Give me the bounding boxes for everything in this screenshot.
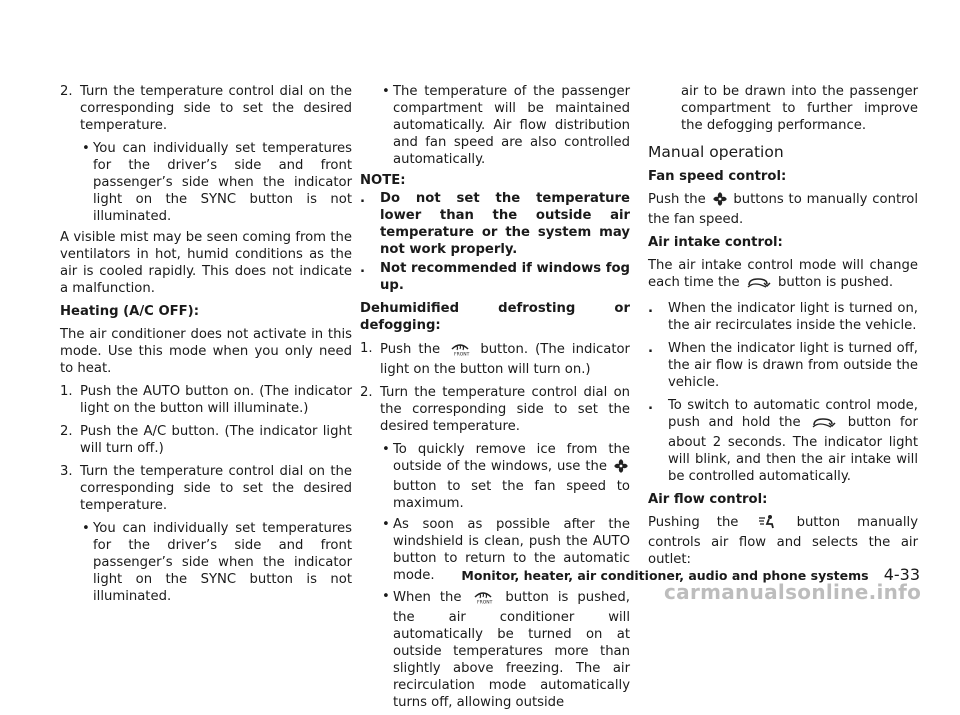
bullet-dot: .	[360, 261, 366, 276]
heating-step-1	[60, 383, 352, 417]
bullet-text-post: button to set the fan speed to maximum.	[393, 479, 630, 511]
bullet-text-post: button is pushed, the air conditioner will automatically be turned on at outside temperatures more than slightly above freezing. The air recirculation mode automatically turns off, allowing outside	[393, 590, 630, 710]
fan-icon	[713, 192, 727, 211]
air-flow-heading: Air flow control:	[648, 492, 768, 507]
intake-item-3	[648, 397, 918, 485]
step-2	[60, 83, 352, 134]
column-right	[648, 83, 918, 574]
step-text-pre: Push the	[380, 342, 441, 357]
bullet-dot: .	[648, 341, 654, 356]
text-pre: Pushing the	[648, 515, 739, 530]
step-text: Push the AUTO button on. (The indicator light on the button will illuminate.)	[80, 384, 352, 416]
item-text-post: button for about 2 seconds. The indicator light will blink, and then the air intake will be controlled automatically.	[668, 415, 918, 484]
intake-item-2	[648, 340, 918, 391]
bullet-text-pre: When the	[393, 590, 462, 605]
watermark: carmanualsonline.info	[664, 580, 922, 604]
note-text: Not recommended if windows fog up.	[380, 261, 630, 293]
bullet-text: You can individually set temperatures for the driver’s side and front passenger’s side when the indicator light on the SYNC button is not illuminated.	[93, 141, 352, 224]
step-text: Turn the temperature control dial on the corresponding side to set the desired temperature.	[80, 464, 352, 513]
step-number: 2.	[360, 385, 373, 400]
bullet-text: The temperature of the passenger compartment will be maintained automatically. Air flow distribution and fan speed are also controlled automatically.	[393, 84, 630, 167]
bullet-individual-temp	[80, 140, 352, 225]
defrost-step-2	[360, 384, 630, 435]
note-label: NOTE:	[360, 173, 406, 188]
bullet-remove-ice	[380, 441, 630, 512]
step-text: Turn the temperature control dial on the corresponding side to set the desired temperature.	[80, 84, 352, 133]
heating-paragraph: The air conditioner does not activate in this mode. Use this mode when you only need to heat.	[60, 327, 352, 376]
bullet-dot: •	[382, 517, 390, 532]
intake-item-1	[648, 300, 918, 334]
bullet-dot: •	[82, 521, 90, 536]
air-flow-paragraph	[648, 514, 918, 568]
bullet-dot: •	[382, 442, 390, 457]
svg-text:FRONT: FRONT	[454, 352, 470, 356]
svg-text:FRONT: FRONT	[477, 600, 493, 604]
step-number: 2.	[60, 424, 73, 439]
fan-speed-heading: Fan speed control:	[648, 169, 787, 184]
section-title: Monitor, heater, air conditioner, audio and phone systems	[461, 568, 869, 583]
manual-operation-heading: Manual operation	[648, 143, 784, 161]
air-intake-heading: Air intake control:	[648, 235, 783, 250]
bullet-individual-temp-2	[80, 520, 352, 605]
step-number: 1.	[60, 384, 73, 399]
step-text: Push the A/C button. (The indicator light will turn off.)	[80, 424, 352, 456]
recirculation-icon	[811, 416, 837, 434]
airflow-icon	[758, 514, 778, 534]
continued-text: air to be drawn into the passenger compartment to further improve the defogging performance.	[681, 84, 918, 133]
text-pre: The air intake control mode will change each time the	[648, 258, 918, 290]
text-post: button manually controls air flow and selects the air outlet:	[648, 515, 918, 567]
text-pre: Push the	[648, 192, 706, 207]
bullet-dot: •	[382, 84, 390, 99]
page-number: 4-33	[883, 565, 920, 584]
item-text-pre: To switch to automatic control mode, push and hold the	[668, 398, 918, 430]
defrost-heading: Dehumidified defrosting or defogging:	[360, 301, 630, 333]
step-number: 1.	[360, 341, 373, 356]
note-item-2	[360, 260, 630, 294]
bullet-dot: •	[82, 141, 90, 156]
text-post: buttons to manually control the fan speed.	[648, 192, 918, 227]
defrost-step-1	[360, 340, 630, 378]
heating-heading: Heating (A/C OFF):	[60, 304, 199, 319]
bullet-text: As soon as possible after the windshield is clean, push the AUTO button to return to the automatic mode.	[393, 517, 630, 583]
bullet-temperature-maintained	[380, 83, 630, 168]
fan-speed-paragraph	[648, 191, 918, 228]
mist-paragraph: A visible mist may be seen coming from the ventilators in hot, humid conditions as the air is cooled rapidly. This does not indicate a malfunction.	[60, 230, 352, 296]
recirculation-icon	[746, 276, 772, 294]
step-text: Turn the temperature control dial on the corresponding side to set the desired temperature.	[380, 385, 630, 434]
note-item-1	[360, 190, 630, 258]
fan-icon	[614, 459, 628, 478]
step-number: 3.	[60, 464, 73, 479]
step-text-post: button. (The indicator light on the button will turn on.)	[380, 342, 630, 377]
bullet-dot: .	[648, 398, 654, 413]
bullet-text: You can individually set temperatures for the driver’s side and front passenger’s side when the indicator light on the SYNC button is not illuminated.	[93, 521, 352, 604]
heating-step-2	[60, 423, 352, 457]
defrost-icon	[472, 588, 494, 609]
defrost-icon	[449, 340, 471, 361]
column-left	[60, 83, 352, 609]
bullet-dot: •	[382, 589, 390, 604]
step-number: 2.	[60, 84, 73, 99]
bullet-button-pushed	[380, 588, 630, 711]
text-post: button is pushed.	[778, 275, 894, 290]
item-text: When the indicator light is turned off, the air flow is drawn from outside the vehicle.	[668, 341, 918, 390]
air-intake-paragraph	[648, 257, 918, 294]
bullet-text-pre: To quickly remove ice from the outside of the windows, use the	[393, 442, 630, 474]
heating-step-3	[60, 463, 352, 514]
item-text: When the indicator light is turned on, the air recirculates inside the vehicle.	[668, 301, 918, 333]
bullet-dot: .	[360, 191, 366, 206]
column-middle	[360, 83, 630, 715]
bullet-dot: .	[648, 301, 654, 316]
note-text: Do not set the temperature lower than the outside air temperature or the system may not work properly.	[380, 191, 630, 257]
